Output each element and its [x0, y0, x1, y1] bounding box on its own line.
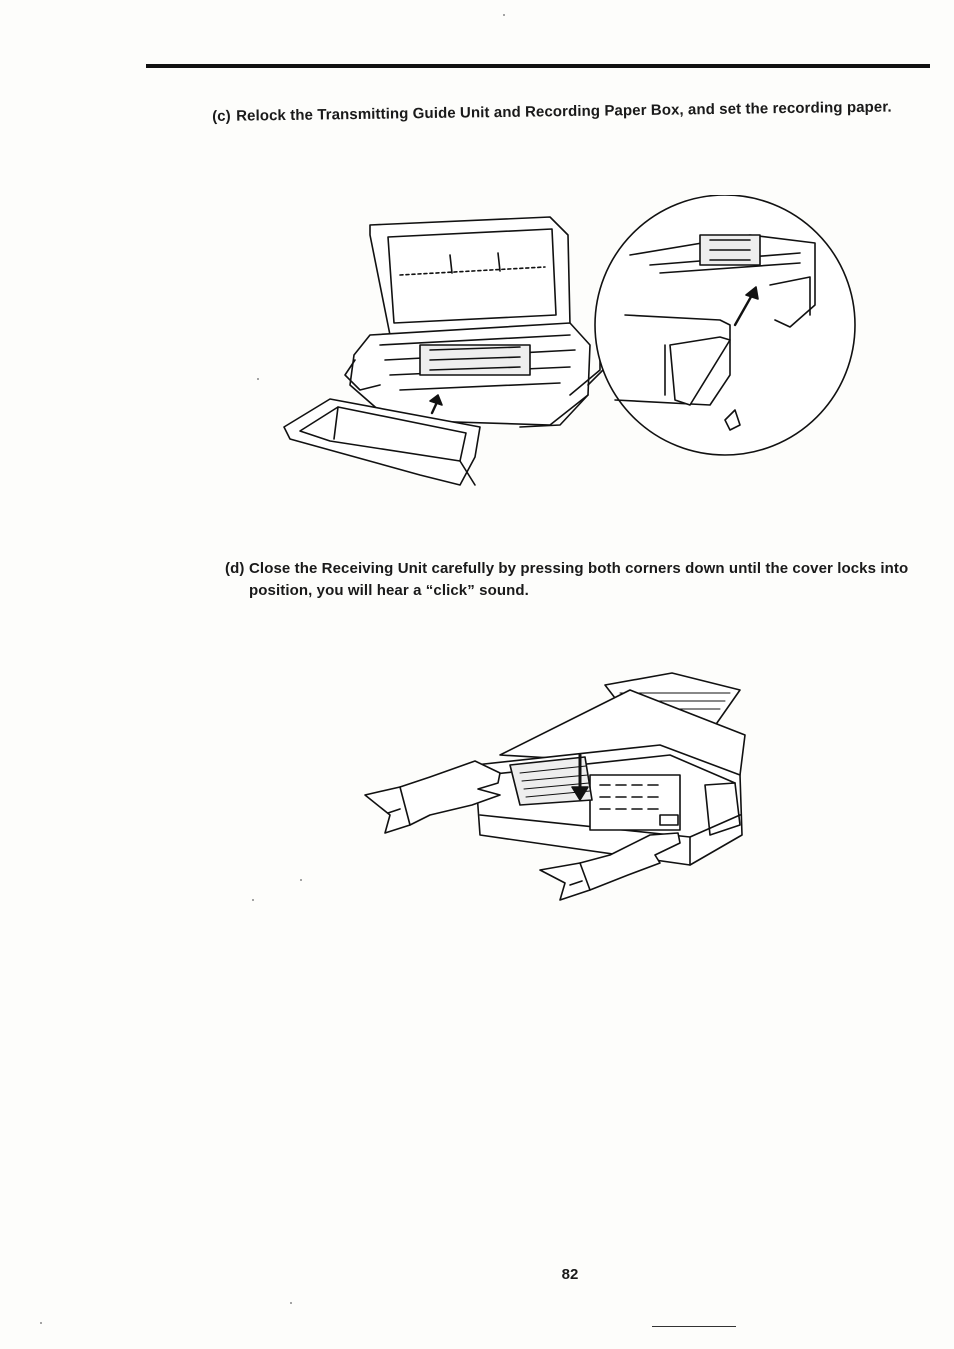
step-d-instruction [225, 558, 925, 602]
scan-speck [300, 879, 302, 881]
recording-paper-box-illustration [270, 195, 860, 495]
scan-speck [503, 14, 505, 16]
scan-speck [40, 1322, 42, 1324]
scan-speck [252, 899, 254, 901]
page-number: 82 [561, 1266, 579, 1283]
step-c-instruction [212, 96, 912, 128]
scan-speck [290, 1302, 292, 1304]
step-d-text-line2: position, you will hear a “click” sound. [249, 582, 529, 599]
footer-rule [652, 1326, 736, 1327]
step-d-marker: (d) [225, 560, 245, 577]
step-c-text: Relock the Transmitting Guide Unit and Recording Paper Box, and set the recording paper. [236, 98, 892, 125]
step-d-text-line1: Close the Receiving Unit carefully by pressing both corners down until the cover locks into [249, 560, 909, 577]
close-receiving-unit-illustration [360, 665, 750, 925]
header-rule [146, 64, 930, 68]
step-c-marker: (c) [212, 107, 231, 125]
scan-speck [257, 378, 259, 380]
